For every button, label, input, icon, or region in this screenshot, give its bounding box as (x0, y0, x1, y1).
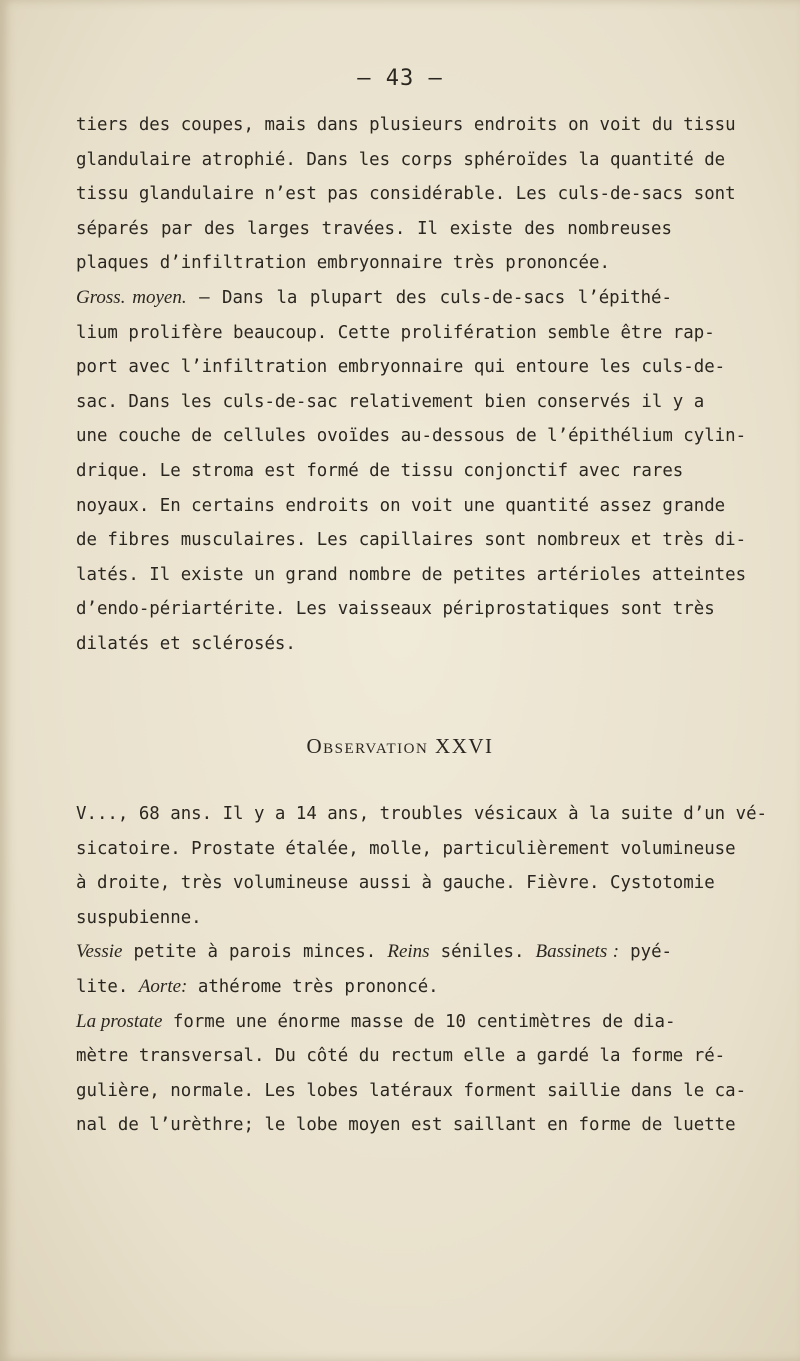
text-line: V..., 68 ans. Il y a 14 ans, troubles vésicaux à la suite d’un vé- (76, 804, 768, 824)
bassinets-label: Bassinets : (535, 941, 620, 963)
prostate-label: La prostate (76, 1010, 163, 1032)
text-line: de fibres musculaires. Les capillaires sont nombreux et très di- (76, 530, 747, 551)
text-line: d’endo-périartérite. Les vaisseaux périprostatiques sont très (76, 599, 715, 620)
text-line: glandulaire atrophié. Dans les corps sphéroïdes la quantité de (76, 149, 726, 170)
gross-text: — Dans la plupart des culs-de-sacs l’épithé- (186, 287, 672, 308)
text-line-aorte (76, 970, 672, 1005)
bassinets-text: pyé- (619, 942, 673, 963)
text-line-gross (76, 281, 672, 316)
vessie-text: petite à parois minces. (122, 942, 388, 963)
text-line: nal de l’urèthre; le lobe moyen est saillant en forme de luette (76, 1115, 736, 1136)
observation-heading: Observation XXVI (306, 734, 494, 758)
text-line: lium prolifère beaucoup. Cette prolifération semble être rap- (76, 322, 715, 343)
aorte-label: Aorte: (138, 975, 188, 997)
vessie-label: Vessie (76, 941, 123, 963)
text-line: gulière, normale. Les lobes latéraux forment saillie dans le ca- (76, 1080, 747, 1101)
text-line: noyaux. En certains endroits on voit une quantité assez grande (76, 495, 726, 516)
text-line: sicatoire. Prostate étalée, molle, particulièrement volumineuse (76, 838, 736, 859)
text-line-prostate (76, 1005, 676, 1040)
text-line: une couche de cellules ovoïdes au-dessous de l’épithélium cylin- (76, 426, 747, 447)
prostate-text: forme une énorme masse de 10 centimètres de dia- (162, 1011, 676, 1032)
text-line: tissu glandulaire n’est pas considérable. Les culs-de-sacs sont (76, 184, 736, 205)
text-line: sac. Dans les culs-de-sac relativement bien conservés il y a (76, 391, 705, 412)
text-line: mètre transversal. Du côté du rectum elle a gardé la forme ré- (76, 1046, 726, 1067)
paragraph-histology (76, 108, 747, 662)
text-line: suspubienne. (76, 907, 202, 928)
text-line: drique. Le stroma est formé de tissu conjonctif avec rares (76, 460, 684, 481)
text-line: plaques d’infiltration embryonnaire très prononcée. (76, 253, 610, 274)
text-line: à droite, très volumineuse aussi à gauche. Fièvre. Cystotomie (76, 873, 715, 894)
reins-text: séniles. (429, 942, 536, 963)
text-line: tiers des coupes, mais dans plusieurs endroits on voit du tissu (76, 115, 736, 135)
text-line: séparés par des larges travées. Il existe des nombreuses (76, 218, 672, 239)
page-number: — 43 — (357, 66, 443, 91)
text-line: latés. Il existe un grand nombre de petites artérioles atteintes (76, 564, 747, 585)
aorte-text: athérome très prononcé. (187, 976, 439, 997)
text-line-vessie (76, 935, 672, 970)
paragraph-observation (76, 797, 768, 1143)
reins-label: Reins (387, 941, 430, 963)
text-line: port avec l’infiltration embryonnaire qui entoure les culs-de- (76, 357, 726, 378)
lite-text: lite. (76, 976, 139, 997)
gross-label: Gross. moyen. (76, 286, 187, 308)
text-line: dilatés et sclérosés. (76, 633, 296, 654)
